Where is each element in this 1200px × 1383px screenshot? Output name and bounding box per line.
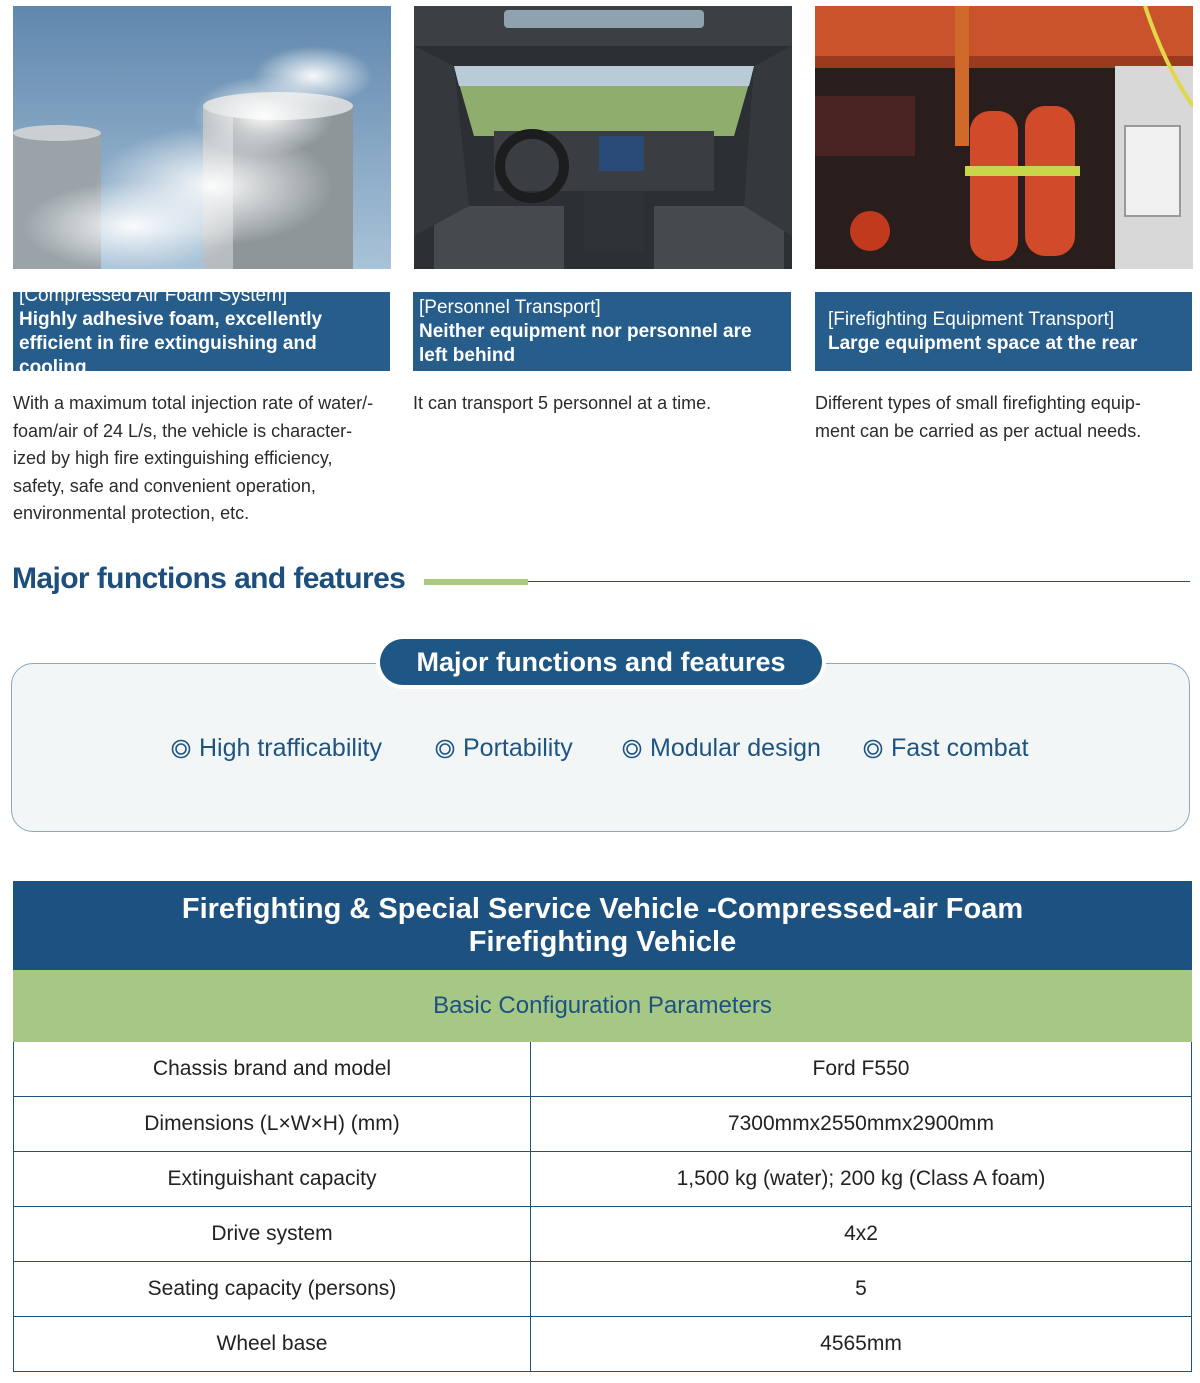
caption-label: [Personnel Transport] — [419, 296, 601, 318]
feature-item — [863, 734, 1029, 763]
feature-item — [171, 734, 382, 763]
caption-label: [Firefighting Equipment Transport] — [828, 308, 1115, 330]
value-cell: 1,500 kg (water); 200 kg (Class A foam) — [531, 1152, 1192, 1206]
caption-line: Neither equipment nor personnel are — [419, 320, 752, 342]
feature-label: High trafficability — [199, 734, 382, 762]
description-card-3 — [815, 390, 1193, 445]
equipment-compartment-photo — [815, 6, 1193, 269]
param-cell: Extinguishant capacity — [13, 1152, 531, 1206]
spec-table-title-line: Firefighting & Special Service Vehicle -Compressed-air Foam — [181, 892, 1024, 925]
cabin-interior-photo — [414, 6, 792, 269]
description-line: safety, safe and convenient operation, — [13, 475, 316, 496]
section-title: Major functions and features — [12, 562, 406, 595]
description-line: ment can be carried as per actual needs. — [815, 420, 1142, 441]
spec-table-title-line: Firefighting Vehicle — [468, 925, 737, 958]
value-cell: 5 — [531, 1262, 1192, 1316]
feature-label: Portability — [463, 734, 573, 762]
table-row — [13, 1097, 1192, 1152]
description-line: It can transport 5 personnel at a time. — [413, 393, 712, 413]
param-cell: Dimensions (L×W×H) (mm) — [13, 1097, 531, 1151]
value-cell: 7300mmx2550mmx2900mm — [531, 1097, 1192, 1151]
table-row — [13, 1042, 1192, 1097]
section-divider — [424, 581, 1190, 582]
description-line: foam/air of 24 L/s, the vehicle is character- — [13, 420, 353, 441]
table-row — [13, 1317, 1192, 1372]
section-accent-bar — [424, 579, 528, 585]
table-row — [13, 1262, 1192, 1317]
double-circle-icon — [435, 739, 455, 759]
features-panel-title: Major functions and features — [380, 639, 822, 685]
feature-label: Fast combat — [891, 734, 1029, 762]
description-line: With a maximum total injection rate of water/- — [13, 393, 374, 413]
caption-card-2 — [413, 292, 791, 371]
description-line: Different types of small firefighting equip- — [815, 393, 1141, 413]
param-cell: Drive system — [13, 1207, 531, 1261]
caption-label: [Compressed Air Foam System] — [19, 284, 288, 306]
description-line: ized by high fire extinguishing efficiency, — [13, 448, 333, 468]
value-cell: Ford F550 — [531, 1042, 1192, 1096]
description-card-1 — [13, 390, 391, 528]
value-cell: 4565mm — [531, 1317, 1192, 1371]
caption-card-1 — [13, 284, 390, 378]
param-cell: Chassis brand and model — [13, 1042, 531, 1096]
value-cell: 4x2 — [531, 1207, 1192, 1261]
feature-item — [435, 734, 573, 763]
feature-label: Modular design — [650, 734, 821, 762]
description-line: environmental protection, etc. — [13, 503, 250, 523]
caption-line: Large equipment space at the rear — [828, 332, 1138, 354]
feature-item — [622, 734, 821, 763]
spec-table-title — [13, 881, 1192, 970]
table-row — [13, 1152, 1192, 1207]
caption-line: efficient in fire extinguishing and cooling — [19, 332, 317, 378]
double-circle-icon — [863, 739, 883, 759]
param-cell: Seating capacity (persons) — [13, 1262, 531, 1316]
description-card-2 — [413, 390, 791, 418]
spec-table-subtitle: Basic Configuration Parameters — [13, 970, 1192, 1042]
caption-line: left behind — [419, 344, 516, 366]
spec-table — [13, 1042, 1192, 1372]
caption-line: Highly adhesive foam, excellently — [19, 308, 323, 330]
double-circle-icon — [622, 739, 642, 759]
double-circle-icon — [171, 739, 191, 759]
param-cell: Wheel base — [13, 1317, 531, 1371]
foam-spray-photo — [13, 6, 391, 269]
caption-card-3 — [815, 292, 1192, 371]
table-row — [13, 1207, 1192, 1262]
